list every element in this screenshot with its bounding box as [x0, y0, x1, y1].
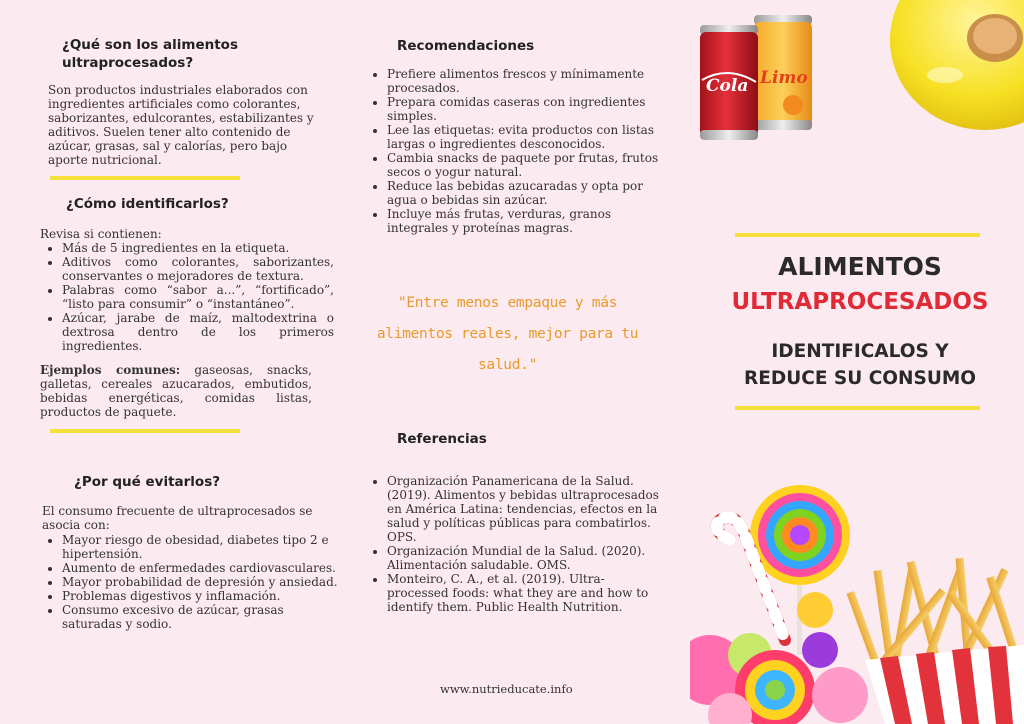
list-item: • Mayor riesgo de obesidad, diabetes tipo 2 e hipertensión.	[62, 533, 338, 561]
heading-references: Referencias	[397, 431, 487, 447]
list-item: • Lee las etiquetas: evita productos con listas largas o ingredientes desconocidos.	[387, 123, 659, 151]
heading-what-are: ¿Qué son los alimentos ultraprocesados?	[62, 37, 238, 71]
heading-why-avoid: ¿Por qué evitarlos?	[74, 474, 221, 490]
cover-subtitle-line2: REDUCE SU CONSUMO	[744, 368, 976, 389]
list-why-avoid	[40, 533, 338, 631]
list-item: • Cambia snacks de paquete por frutas, frutos secos o yogur natural.	[387, 151, 659, 179]
list-item: • Consumo excesivo de azúcar, grasas saturadas y sodio.	[62, 603, 338, 631]
cover-subtitle	[700, 338, 1020, 392]
heading-recommendations: Recomendaciones	[397, 38, 535, 54]
divider	[50, 429, 240, 433]
candy-fries-image	[690, 480, 1024, 724]
list-item: • Palabras como “sabor a...”, “fortificado”, “listo para consumir” o “instantáneo”.	[62, 283, 334, 311]
list-identify	[40, 241, 334, 353]
list-item: • Azúcar, jarabe de maíz, maltodextrina o dextrosa dentro de los primeros ingredientes.	[62, 311, 334, 353]
list-item: • Organización Mundial de la Salud. (2020). Alimentación saludable. OMS.	[387, 544, 659, 572]
heading-identify: ¿Cómo identificarlos?	[66, 196, 229, 212]
text-identify-intro: Revisa si contienen:	[40, 227, 162, 241]
list-item: • Organización Panamericana de la Salud. (2019). Alimentos y bebidas ultraprocesados en América Latina: tendencias, efectos en la salud y políticas públicas para combatirlos. OPS.	[387, 474, 659, 544]
text-why-intro: El consumo frecuente de ultraprocesados se asocia con:	[42, 504, 313, 532]
banner-top-rule	[735, 233, 980, 237]
list-item: • Incluye más frutas, verduras, granos integrales y proteínas magras.	[387, 207, 659, 235]
list-references	[365, 474, 659, 614]
list-item: • Prepara comidas caseras con ingredientes simples.	[387, 95, 659, 123]
text-examples	[40, 363, 312, 419]
can-label-limo: Limo	[760, 68, 808, 88]
list-item: • Monteiro, C. A., et al. (2019). Ultra-processed foods: what they are and how to identify them. Public Health Nutrition.	[387, 572, 659, 614]
donut-image	[885, 0, 1024, 140]
list-recommendations	[365, 67, 659, 235]
examples-text: gaseosas, snacks, galletas, cereales azucarados, embutidos, bebidas energéticas, comidas listas, productos de paquete.	[40, 363, 313, 419]
list-item: • Prefiere alimentos frescos y mínimamente procesados.	[387, 67, 659, 95]
list-item: • Problemas digestivos y inflamación.	[62, 589, 338, 603]
cover-subtitle-line1: IDENTIFICALOS Y	[771, 341, 949, 362]
cover-title-line2: ULTRAPROCESADOS	[731, 289, 989, 315]
quote: "Entre menos empaque y más alimentos reales, mejor para tu salud."	[376, 295, 639, 373]
panel-left	[40, 0, 338, 724]
list-item: • Más de 5 ingredientes en la etiqueta.	[62, 241, 334, 255]
list-item: • Aditivos como colorantes, saborizantes, conservantes o mejoradores de textura.	[62, 255, 334, 283]
website-link[interactable]: www.nutrieducate.info	[440, 682, 573, 696]
list-item: • Reduce las bebidas azucaradas y opta por agua o bebidas sin azúcar.	[387, 179, 659, 207]
divider	[50, 176, 240, 180]
list-item: • Aumento de enfermedades cardiovasculares.	[62, 561, 338, 575]
banner-bottom-rule	[735, 406, 980, 410]
can-label-cola: Cola	[706, 76, 749, 96]
examples-label: Ejemplos comunes:	[40, 363, 181, 377]
list-item: • Mayor probabilidad de depresión y ansiedad.	[62, 575, 338, 589]
cover-title-line1: ALIMENTOS	[778, 252, 942, 281]
text-what-are: Son productos industriales elaborados con ingredientes artificiales como colorantes, saborizantes, edulcorantes, estabilizantes y aditivos. Suelen tener alto contenido de azúcar, grasas, sal y calorías, pero bajo aporte nutricional.	[48, 83, 314, 167]
